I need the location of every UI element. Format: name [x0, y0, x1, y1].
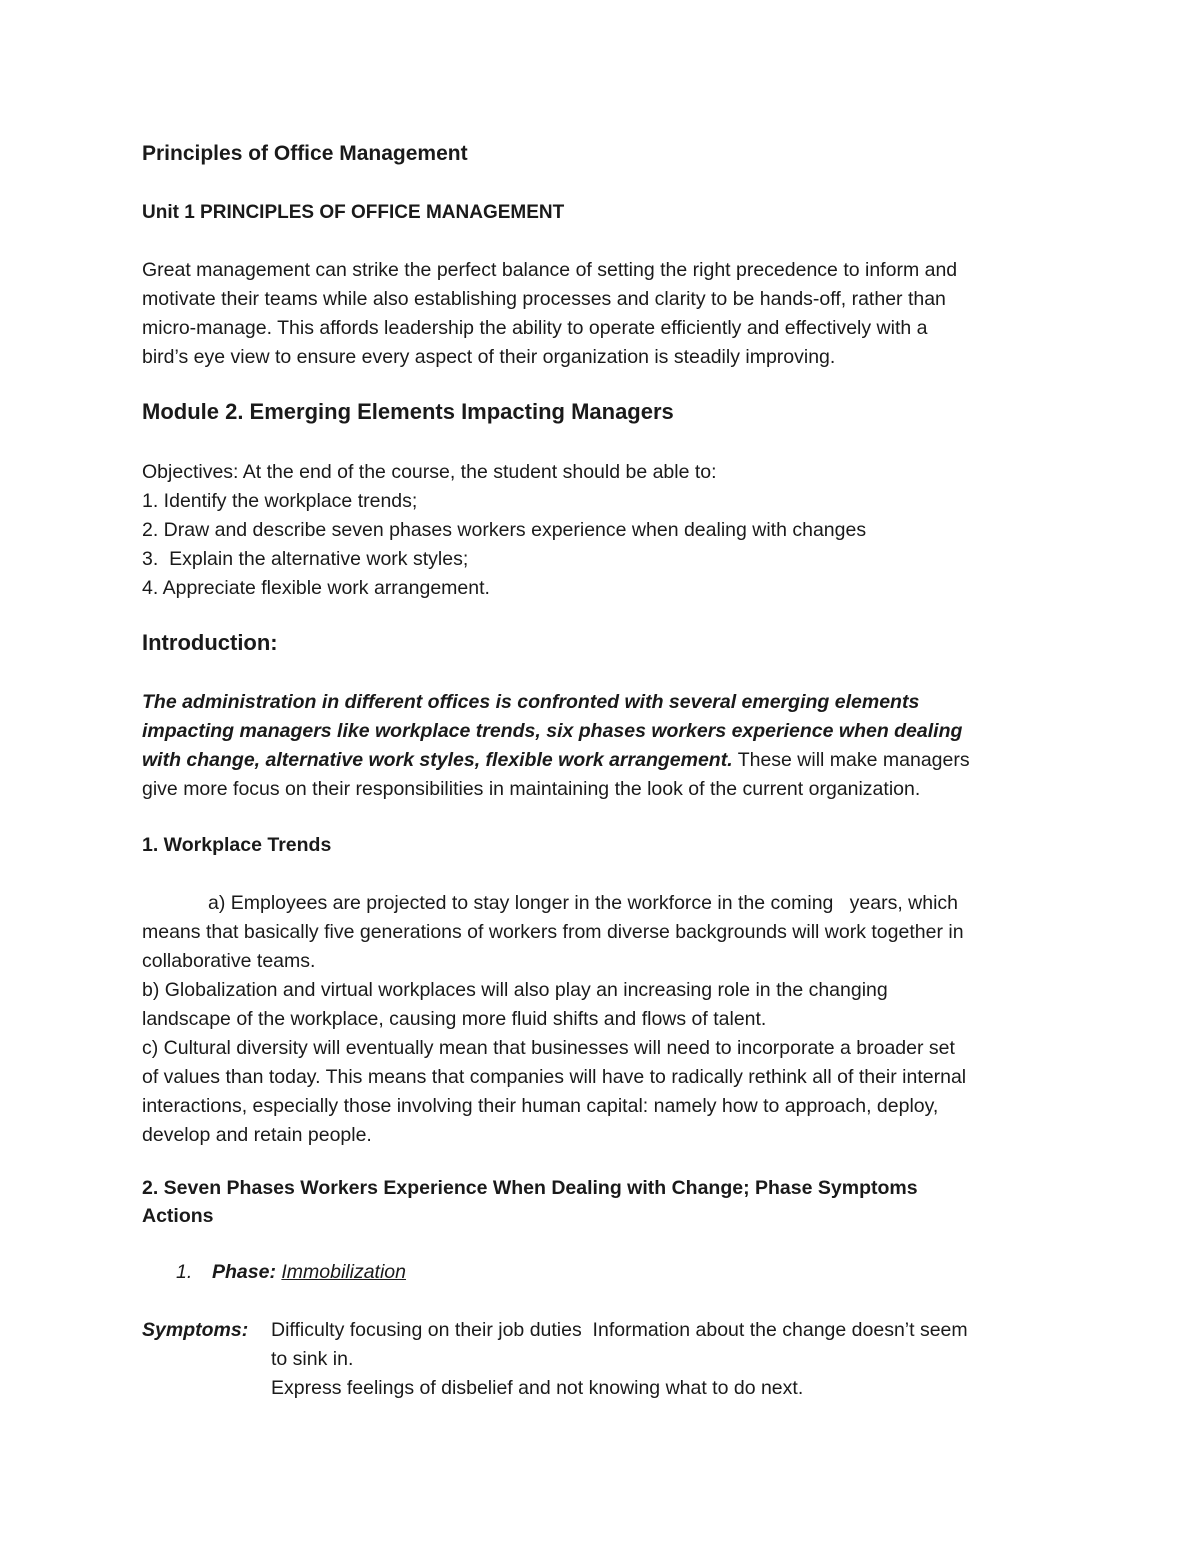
introduction-line: [142, 717, 1082, 746]
introduction-line: [142, 746, 1082, 775]
section-heading-seven-phases: [142, 1174, 1082, 1230]
phase-label: Phase:: [212, 1261, 276, 1283]
emphasis-text: impacting managers like workplace trends, six phases workers experience when dealing: [142, 720, 963, 742]
objective-item: 4. Appreciate flexible work arrangement.: [142, 577, 490, 599]
objectives-intro: Objectives: At the end of the course, the student should be able to:: [142, 461, 717, 483]
objective-item: 2. Draw and describe seven phases workers experience when dealing with changes: [142, 519, 867, 541]
intro-line: motivate their teams while also establishing processes and clarity to be hands-off, rather than: [142, 288, 946, 310]
trend-line: c) Cultural diversity will eventually mean that businesses will need to incorporate a broader set: [142, 1037, 955, 1059]
objectives-list: [142, 458, 1082, 603]
section-heading-line: 2. Seven Phases Workers Experience When Dealing with Change; Phase Symptoms: [142, 1177, 918, 1199]
trend-line: of values than today. This means that companies will have to radically rethink all of their internal: [142, 1066, 967, 1088]
symptom-line: to sink in.: [271, 1348, 354, 1370]
intro-line: Great management can strike the perfect balance of setting the right precedence to inform and: [142, 259, 958, 281]
trend-line: a) Employees are projected to stay longer in the workforce in the coming years, which: [208, 892, 959, 914]
unit-title: Unit 1 PRINCIPLES OF OFFICE MANAGEMENT: [142, 202, 565, 223]
introduction-line: [142, 775, 1082, 804]
section-heading-line: Actions: [142, 1205, 214, 1227]
trend-line: develop and retain people.: [142, 1124, 372, 1146]
section-heading-workplace-trends: 1. Workplace Trends: [142, 834, 332, 856]
plain-text: These will make managers: [732, 749, 970, 771]
intro-line: micro-manage. This affords leadership the ability to operate efficiently and effectively with a: [142, 317, 928, 339]
document-title: Principles of Office Management: [142, 142, 468, 165]
trend-line: interactions, especially those involving their human capital: namely how to approach, deploy,: [142, 1095, 939, 1117]
introduction-line: [142, 688, 1082, 717]
phase-number: 1.: [176, 1261, 193, 1283]
symptoms-label: Symptoms:: [142, 1319, 249, 1341]
workplace-trends-list: [142, 889, 1082, 1150]
trend-line: b) Globalization and virtual workplaces will also play an increasing role in the changing: [142, 979, 888, 1001]
phase-value: Immobilization: [281, 1261, 407, 1283]
objective-item: 1. Identify the workplace trends;: [142, 490, 418, 512]
intro-paragraph: [142, 256, 1082, 372]
plain-text: give more focus on their responsibilities in maintaining the look of the current organization.: [142, 778, 921, 800]
symptoms-text: [271, 1316, 1071, 1403]
intro-line: bird’s eye view to ensure every aspect of their organization is steadily improving.: [142, 346, 836, 368]
phase-item: [176, 1258, 1116, 1287]
symptom-line: Difficulty focusing on their job duties Information about the change doesn’t seem: [271, 1319, 968, 1341]
emphasis-text: with change, alternative work styles, flexible work arrangement.: [142, 749, 733, 771]
trend-line: landscape of the workplace, causing more fluid shifts and flows of talent.: [142, 1008, 767, 1030]
symptom-line: Express feelings of disbelief and not knowing what to do next.: [271, 1377, 804, 1399]
introduction-heading: Introduction:: [142, 630, 278, 655]
trend-line: means that basically five generations of workers from diverse backgrounds will work together in: [142, 921, 964, 943]
module-heading: Module 2. Emerging Elements Impacting Managers: [142, 399, 674, 424]
emphasis-text: The administration in different offices is confronted with several emerging elements: [142, 691, 920, 713]
objective-item: 3. Explain the alternative work styles;: [142, 548, 469, 570]
introduction-paragraph: [142, 688, 1082, 804]
trend-line: collaborative teams.: [142, 950, 316, 972]
